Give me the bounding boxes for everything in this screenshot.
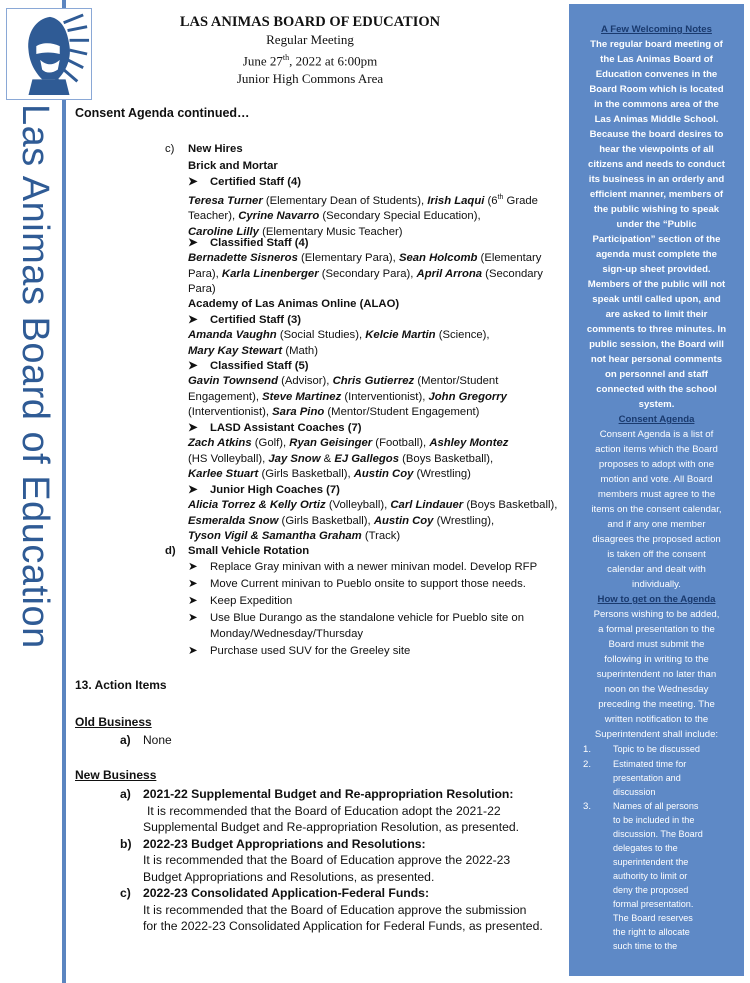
sidebar-welcome-line: sign-up sheet provided. [602,264,711,275]
list-item-number: 1. [583,744,592,755]
alao-heading: Academy of Las Animas Online (ALAO) [188,298,400,310]
sidebar-welcome-line: the public wishing to speak [593,204,720,215]
sidebar-welcome-line: citizens and needs to conduct [588,159,725,170]
sidebar-agenda-line: superintendent no later than [596,669,717,680]
new-hires-heading: New Hires [188,143,243,155]
sidebar-consent-line: proposes to adopt with one [598,459,715,470]
sidebar-consent-line: items on the consent calendar, [591,504,722,515]
sidebar-welcome-line: Board Room which is located [589,84,724,95]
sidebar-welcome-line: Because the board desires to [589,129,724,140]
sidebar-agenda-line: a formal presentation to the [598,624,715,635]
sidebar-welcome-line: speak until called upon, and [592,294,721,305]
sidebar-welcome-line: The regular board meeting of [590,39,723,50]
list-item: Move Current minivan to Pueblo onsite to support those needs. [210,578,526,590]
jh-coaches-heading: ➤ Junior High Coaches (7) [188,484,340,496]
sidebar-welcome-text [575,37,738,412]
sidebar-welcome-line: comments to three minutes. In [586,324,727,335]
alao-certified-heading: ➤ Certified Staff (3) [188,314,302,326]
new-business-item-b: b) 2022-23 Budget Appropriations and Resolutions: It is recommended that the Board of Education approve the 2022-23 Budget Appropriations and Resolutions, as presented. [120,836,511,884]
sidebar-welcome-line: Education convenes in the [595,69,718,80]
new-business-item-c: c) 2022-23 Consolidated Application-Federal Funds: It is recommended that the Board of Education approve the submission for the 2022-23 Consolidated Application for Federal Funds, as presented. [120,886,543,933]
sidebar-agenda-text [575,607,738,742]
list-item-text: Names of all persons to be included in the discussion. The Board delegates to the superintendent the authority to limit or deny the proposed formal presentation. The Board reserves the right to allocate such time to the [613,801,703,951]
sidebar-heading-welcome: A Few Welcoming Notes [601,24,712,35]
list-item [575,742,738,757]
sidebar-requirements-list [575,742,738,953]
sidebar-welcome-line: in the commons area of the [594,99,719,110]
list-item: Keep Expedition [210,595,293,607]
sidebar-welcome-line: connected with the school [596,384,717,395]
certified-staff-list: Teresa Turner (Elementary Dean of Students), Irish Laqui (6th Grade Teacher), Cyrine Navarro (Secondary Special Education), Caroline Lilly (Elementary Music Teacher) [188,194,538,238]
sidebar-welcome-line: Participation” section of the [592,234,721,245]
sidebar-welcome-line: agenda must complete the [595,249,717,260]
sidebar-welcome-line: public session, the Board will [589,339,724,350]
sidebar-welcome-line: system. [638,399,675,410]
alao-certified-list: Amanda Vaughn (Social Studies), Kelcie Martin (Science), Mary Kay Stewart (Math) [188,329,490,357]
lasd-coaches-list: Zach Atkins (Golf), Ryan Geisinger (Football), Ashley Montez (HS Volleyball), Jay Snow & EJ Gallegos (Boys Basketball), Karlee Stuart (Girls Basketball), Austin Coy (Wrestling) [188,437,509,480]
sidebar-welcome-line: the Las Animas Board of [600,54,713,65]
list-item: Use Blue Durango as the standalone vehicle for Pueblo site on [210,612,525,624]
sidebar-consent-line: motion and vote. All Board [600,474,713,485]
sidebar-consent-line: individually. [632,579,681,590]
sidebar-welcome-line: Members of the public will not [587,279,726,290]
old-business-letter: a) [120,733,131,747]
certified-staff-heading: ➤ Certified Staff (4) [188,176,302,188]
vertical-banner-title: Las Animas Board of Education [14,104,56,649]
sidebar-agenda-line: Persons wishing to be added, [593,609,720,620]
document-header [150,14,470,88]
meeting-type: Regular Meeting [266,32,354,47]
new-business-item-a: a) 2021-22 Supplemental Budget and Re-appropriation Resolution: It is recommended that the Board of Education adopt the 2021-22 Supplemental Budget and Re-appropriation Resolution, as presented. [120,787,520,834]
warrior-mascot-icon [6,8,92,100]
sidebar-welcome-line: under the “Public [616,219,697,230]
sidebar-welcome-line: hear the viewpoints of all [599,144,714,155]
sidebar-welcome-line: efficient manner, members of [589,189,724,200]
list-item [575,799,738,953]
sidebar-welcome-line: its business in an orderly and [588,174,725,185]
list-item [575,757,738,799]
sidebar-consent-line: disagrees the proposed action [592,534,721,545]
consent-agenda-continued-heading: Consent Agenda continued… [75,106,250,120]
new-business-list [120,786,560,935]
sidebar-agenda-line: Board must submit the [608,639,705,650]
list-item-text: Estimated time for presentation and discussion [613,759,687,797]
small-vehicle-letter: d) [165,545,176,557]
list-item: Purchase used SUV for the Greeley site [210,645,411,657]
jh-coaches-list: Alicia Torrez & Kelly Ortiz (Volleyball), Carl Lindauer (Boys Basketball), Esmeralda Snow (Girls Basketball), Austin Coy (Wrestling), Tyson Vigil & Samantha Graham (Track) [188,499,558,542]
sidebar-welcome-line: Las Animas Middle School. [594,114,719,125]
sidebar-agenda-line: written notification to the [604,714,709,725]
old-business-item: None [143,733,172,747]
sidebar-agenda-line: following in writing to the [604,654,709,665]
sidebar-heading-consent: Consent Agenda [618,414,695,425]
sidebar-consent-line: is taken off the consent [607,549,706,560]
sidebar-consent-line: Consent Agenda is a list of [599,429,714,440]
list-item: Replace Gray minivan with a newer minivan model. Develop RFP [210,561,538,573]
new-hires-letter: c) [165,143,175,155]
sidebar-heading-agenda: How to get on the Agenda [597,594,716,605]
welcome-notes-sidebar [569,4,744,976]
sidebar-consent-text [575,427,738,592]
list-item-number: 3. [583,801,592,812]
sidebar-welcome-line: on personnel and staff [605,369,708,380]
alao-classified-heading: ➤ Classified Staff (5) [188,360,309,372]
lasd-coaches-heading: ➤ LASD Assistant Coaches (7) [188,422,362,434]
list-item-number: 2. [583,759,592,770]
classified-staff-heading: ➤ Classified Staff (4) [188,237,309,249]
new-business-heading: New Business [75,768,157,782]
classified-staff-list: Bernadette Sisneros (Elementary Para), Sean Holcomb (Elementary Para), Karla Linenberger (Secondary Para), April Arrona (Secondary Para) [188,252,543,295]
left-banner-stripe [62,0,66,983]
sidebar-consent-line: and if any one member [607,519,706,530]
list-item-text: Topic to be discussed [613,744,700,754]
small-vehicle-heading: Small Vehicle Rotation [188,545,310,557]
action-items-heading: 13. Action Items [75,678,167,692]
sidebar-agenda-line: preceding the meeting. The [598,699,715,710]
sidebar-consent-line: calendar and dealt with [607,564,706,575]
sidebar-consent-line: members must agree to the [597,489,716,500]
sidebar-agenda-line: Superintendent shall include: [594,729,719,740]
board-title: LAS ANIMAS BOARD OF EDUCATION [179,14,441,30]
brick-mortar-heading: Brick and Mortar [188,160,278,172]
old-business-heading: Old Business [75,715,152,729]
alao-classified-list: Gavin Townsend (Advisor), Chris Gutierrez (Mentor/Student Engagement), Steve Martinez (Interventionist), John Gregorry (Interventionist), Sara Pino (Mentor/Student Engagement) [188,375,507,418]
sidebar-welcome-line: are asked to limit their [605,309,708,320]
meeting-date: June 27th, 2022 at 6:00pm [242,53,378,69]
small-vehicle-list: ➤ Replace Gray minivan with a newer minivan model. Develop RFP ➤ Move Current minivan to Pueblo onsite to support those needs. ➤ Keep Expedition ➤ Use Blue Durango as the standalone vehicle for Pueblo site on Monday/Wednesday/Thursday ➤ Purchase used SUV for the Greeley site [188,561,538,657]
sidebar-consent-line: action items which the Board [595,444,718,455]
sidebar-agenda-line: noon on the Wednesday [604,684,709,695]
meeting-location: Junior High Commons Area [236,71,384,87]
sidebar-welcome-line: not hear personal comments [590,354,723,365]
